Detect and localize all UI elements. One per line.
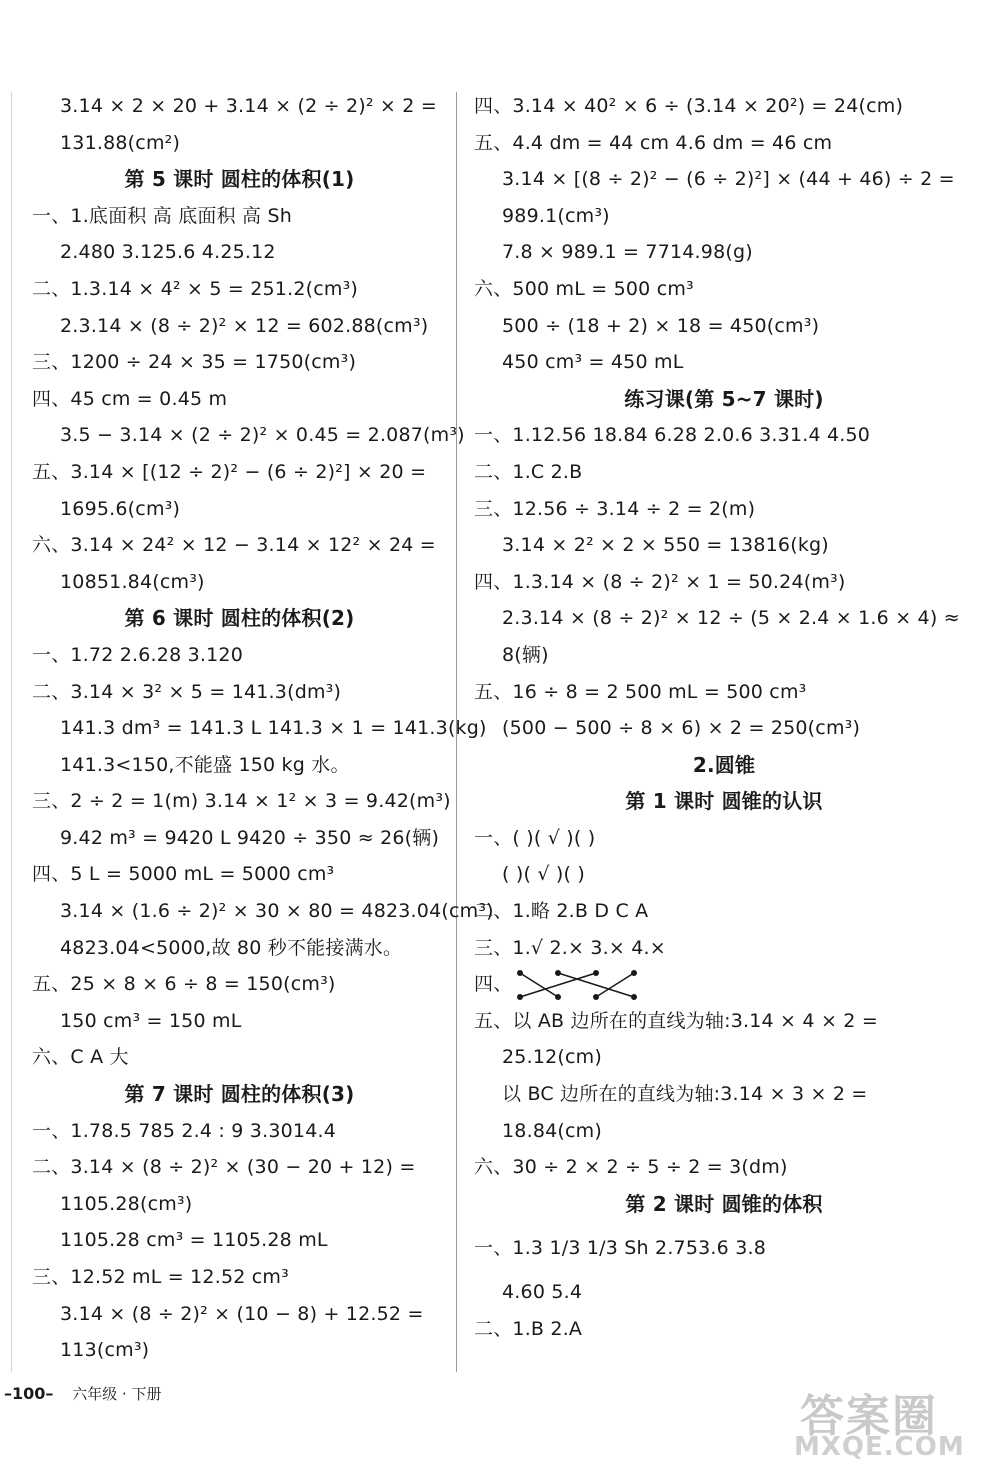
- answer-text: 四、3.14 × 40² × 6 ÷ (3.14 × 20²) = 24(cm): [474, 95, 904, 117]
- left-answer-line: [32, 1003, 447, 1040]
- answer-text: 二、1.C 2.B: [474, 460, 583, 483]
- answer-text: 六、C A 大: [32, 1046, 129, 1069]
- answer-text: 25.12(cm): [502, 1046, 602, 1069]
- right-answer-line: [474, 1076, 974, 1113]
- answer-text: 3.14 × (8 ÷ 2)² × (10 − 8) + 12.52 =: [60, 1302, 424, 1325]
- left-answer-line: [32, 966, 447, 1003]
- answer-text: 一、1.72 2.6.28 3.120: [32, 643, 244, 666]
- right-answer-line: [474, 161, 974, 198]
- answer-text: 第 7 课时 圆柱的体积(3): [124, 1082, 355, 1107]
- left-section-heading: [32, 1076, 447, 1113]
- left-answer-line: [32, 856, 447, 893]
- answer-text: 500 ÷ (18 + 2) × 18 = 450(cm³): [502, 314, 820, 337]
- answer-text: 六、3.14 × 24² × 12 − 3.14 × 12² × 24 =: [32, 534, 436, 557]
- answer-text: 141.3<150,不能盛 150 kg 水。: [60, 753, 350, 776]
- right-answer-line: [474, 893, 974, 930]
- answer-text: 一、1.78.5 785 2.4 : 9 3.3014.4: [32, 1119, 337, 1142]
- watermark-title: 答案圈: [800, 1391, 938, 1442]
- answer-text: ( )( √ )( ): [502, 863, 585, 886]
- answer-text: 二、1.3.14 × 4² × 5 = 251.2(cm³): [32, 277, 359, 300]
- answer-text: 四、: [474, 973, 513, 996]
- right-answer-line: [474, 820, 974, 857]
- left-answer-line: [32, 637, 447, 674]
- answer-text: 150 cm³ = 150 mL: [60, 1009, 242, 1032]
- answer-text: 三、1200 ÷ 24 × 35 = 1750(cm³): [32, 351, 357, 374]
- left-answer-line: [32, 198, 447, 235]
- answer-text: 练习课(第 5~7 课时): [624, 386, 824, 411]
- right-answer-line: [474, 1222, 974, 1274]
- left-answer-line: [32, 1222, 447, 1259]
- answer-text: 8(辆): [502, 643, 549, 666]
- answer-text: 2.3.14 × (8 ÷ 2)² × 12 ÷ (5 × 2.4 × 1.6 × 4) ≈: [502, 607, 960, 630]
- right-answer-line: [474, 1003, 974, 1040]
- answer-text: 二、1.略 2.B D C A: [474, 900, 649, 923]
- answer-text: 1105.28 cm³ = 1105.28 mL: [60, 1229, 328, 1252]
- right-section-heading: [474, 783, 974, 820]
- left-answer-line: [32, 1259, 447, 1296]
- right-answer-line: [474, 710, 974, 747]
- answer-text: 五、以 AB 边所在的直线为轴:3.14 × 4 × 2 =: [474, 1009, 878, 1032]
- left-answer-line: [32, 893, 494, 930]
- right-answer-line: [474, 491, 974, 528]
- left-answer-line: [32, 1186, 447, 1223]
- answer-text: 三、2 ÷ 2 = 1(m) 3.14 × 1² × 3 = 9.42(m³): [32, 790, 451, 813]
- answer-text: 131.88(cm²): [60, 131, 181, 154]
- answer-text: 一、( )( √ )( ): [474, 826, 596, 849]
- answer-text: 7.8 × 989.1 = 7714.98(g): [502, 241, 753, 264]
- answer-text: 113(cm³): [60, 1339, 150, 1362]
- page-number: –100–: [4, 1384, 54, 1403]
- right-answer-line: [474, 966, 974, 1003]
- left-answer-line: [32, 527, 447, 564]
- right-answer-line: [474, 856, 974, 893]
- left-answer-line: [32, 1332, 447, 1369]
- left-answer-line: [32, 308, 447, 345]
- answer-text: 3.14 × [(8 ÷ 2)² − (6 ÷ 2)²] × (44 + 46) ÷ 2 =: [502, 168, 955, 191]
- matching-lines-figure: [514, 968, 644, 1002]
- left-answer-line: [32, 1113, 447, 1150]
- right-answer-line: [474, 527, 974, 564]
- left-answer-line: [32, 344, 447, 381]
- left-answer-line: [32, 234, 447, 271]
- answer-text: 第 5 课时 圆柱的体积(1): [124, 167, 355, 192]
- right-answer-line: [474, 198, 974, 235]
- right-answer-line: [474, 930, 974, 967]
- right-answer-line: [474, 564, 974, 601]
- answer-text: 989.1(cm³): [502, 204, 610, 227]
- answer-text: 18.84(cm): [502, 1119, 602, 1142]
- answer-text: 以 BC 边所在的直线为轴:3.14 × 3 × 2 =: [502, 1083, 868, 1106]
- answer-text: 1105.28(cm³): [60, 1192, 193, 1215]
- right-answer-line: [474, 1113, 974, 1150]
- answer-text: 9.42 m³ = 9420 L 9420 ÷ 350 ≈ 26(辆): [60, 826, 440, 849]
- answer-text: 四、1.3.14 × (8 ÷ 2)² × 1 = 50.24(m³): [474, 570, 846, 593]
- answer-text: 五、4.4 dm = 44 cm 4.6 dm = 46 cm: [474, 131, 833, 154]
- answer-text: 五、3.14 × [(12 ÷ 2)² − (6 ÷ 2)²] × 20 =: [32, 460, 427, 483]
- left-answer-line: [32, 417, 465, 454]
- right-answer-line: [474, 308, 974, 345]
- left-answer-line: [32, 747, 447, 784]
- right-answer-line: [474, 417, 974, 454]
- right-section-heading: [474, 381, 974, 418]
- right-answer-line: [474, 454, 974, 491]
- left-answer-line: [32, 1149, 447, 1186]
- right-answer-line: [474, 674, 974, 711]
- answer-text: 三、12.52 mL = 12.52 cm³: [32, 1266, 289, 1288]
- answer-text: 一、1.12.56 18.84 6.28 2.0.6 3.31.4 4.50: [474, 424, 871, 447]
- answer-text: 3.14 × 2 × 20 + 3.14 × (2 ÷ 2)² × 2 =: [60, 95, 437, 117]
- left-edge-rule: [11, 92, 12, 1372]
- answer-text: (500 − 500 ÷ 8 × 6) × 2 = 250(cm³): [502, 717, 861, 740]
- answer-text: 450 cm³ = 450 mL: [502, 351, 684, 374]
- left-answer-line: [32, 454, 447, 491]
- left-answer-line: [32, 710, 487, 747]
- right-answer-line: [474, 344, 974, 381]
- answer-text: 4.60 5.4: [502, 1281, 583, 1304]
- right-answer-line: [474, 125, 974, 162]
- left-answer-line: [32, 930, 447, 967]
- right-section-heading: [474, 1186, 974, 1223]
- left-answer-line: [32, 1039, 447, 1076]
- left-answer-line: [32, 1296, 447, 1333]
- right-answer-line: [474, 1311, 974, 1348]
- answer-text: 六、30 ÷ 2 × 2 ÷ 5 ÷ 2 = 3(dm): [474, 1156, 788, 1179]
- left-answer-line: [32, 783, 451, 820]
- answer-text: 二、3.14 × 3² × 5 = 141.3(dm³): [32, 680, 342, 703]
- right-answer-line: [474, 600, 974, 637]
- answer-text: 第 2 课时 圆锥的体积: [625, 1191, 823, 1216]
- answer-text: 2.480 3.125.6 4.25.12: [60, 241, 276, 264]
- answer-text: 一、1.3 1/3 1/3 Sh 2.753.6 3.8: [474, 1237, 767, 1260]
- answer-text: 二、3.14 × (8 ÷ 2)² × (30 − 20 + 12) =: [32, 1156, 416, 1179]
- answer-text: 二、1.B 2.A: [474, 1318, 583, 1340]
- right-answer-line: [474, 1149, 974, 1186]
- answer-text: 2.3.14 × (8 ÷ 2)² × 12 = 602.88(cm³): [60, 314, 429, 337]
- answer-text: 141.3 dm³ = 141.3 L 141.3 × 1 = 141.3(kg): [60, 717, 487, 740]
- left-answer-line: [32, 125, 447, 162]
- watermark-url: MXQE.COM: [794, 1432, 965, 1462]
- left-section-heading: [32, 161, 447, 198]
- right-answer-line: [474, 637, 974, 674]
- left-section-heading: [32, 600, 447, 637]
- answer-text: 六、500 mL = 500 cm³: [474, 277, 694, 300]
- answer-text: 3.14 × 2² × 2 × 550 = 13816(kg): [502, 534, 829, 557]
- left-answer-column: [32, 88, 494, 1369]
- right-answer-line: [474, 1274, 974, 1311]
- answer-text: 五、16 ÷ 8 = 2 500 mL = 500 cm³: [474, 680, 807, 703]
- left-answer-line: [32, 820, 447, 857]
- watermark-logo: [786, 1380, 986, 1464]
- page-footer: [4, 1383, 162, 1404]
- answer-text: 三、1.√ 2.× 3.× 4.×: [474, 936, 666, 959]
- left-answer-line: [32, 381, 447, 418]
- left-answer-line: [32, 88, 447, 125]
- left-answer-line: [32, 271, 447, 308]
- answer-text: 四、5 L = 5000 mL = 5000 cm³: [32, 863, 335, 886]
- answer-text: 三、12.56 ÷ 3.14 ÷ 2 = 2(m): [474, 497, 756, 520]
- right-answer-line: [474, 1039, 974, 1076]
- answer-text: 3.5 − 3.14 × (2 ÷ 2)² × 0.45 = 2.087(m³): [60, 424, 465, 447]
- right-answer-line: [474, 234, 974, 271]
- left-answer-line: [32, 674, 447, 711]
- right-section-heading: [474, 747, 974, 784]
- answer-text: 五、25 × 8 × 6 ÷ 8 = 150(cm³): [32, 973, 336, 996]
- answer-text: 第 6 课时 圆柱的体积(2): [124, 606, 355, 631]
- answer-text: 1695.6(cm³): [60, 497, 181, 520]
- right-answer-line: [474, 88, 974, 125]
- left-answer-line: [32, 491, 447, 528]
- answer-text: 4823.04<5000,故 80 秒不能接满水。: [60, 936, 403, 959]
- grade-label: 六年级 · 下册: [72, 1385, 162, 1403]
- right-answer-column: [474, 88, 974, 1348]
- answer-text: 10851.84(cm³): [60, 570, 205, 593]
- right-answer-line: [474, 271, 974, 308]
- answer-text: 四、45 cm = 0.45 m: [32, 387, 228, 410]
- answer-text: 3.14 × (1.6 ÷ 2)² × 30 × 80 = 4823.04(cm³): [60, 900, 494, 923]
- answer-text: 2.圆锥: [692, 752, 756, 777]
- left-answer-line: [32, 564, 447, 601]
- answer-text: 第 1 课时 圆锥的认识: [625, 789, 823, 814]
- answer-text: 一、1.底面积 高 底面积 高 Sh: [32, 204, 292, 227]
